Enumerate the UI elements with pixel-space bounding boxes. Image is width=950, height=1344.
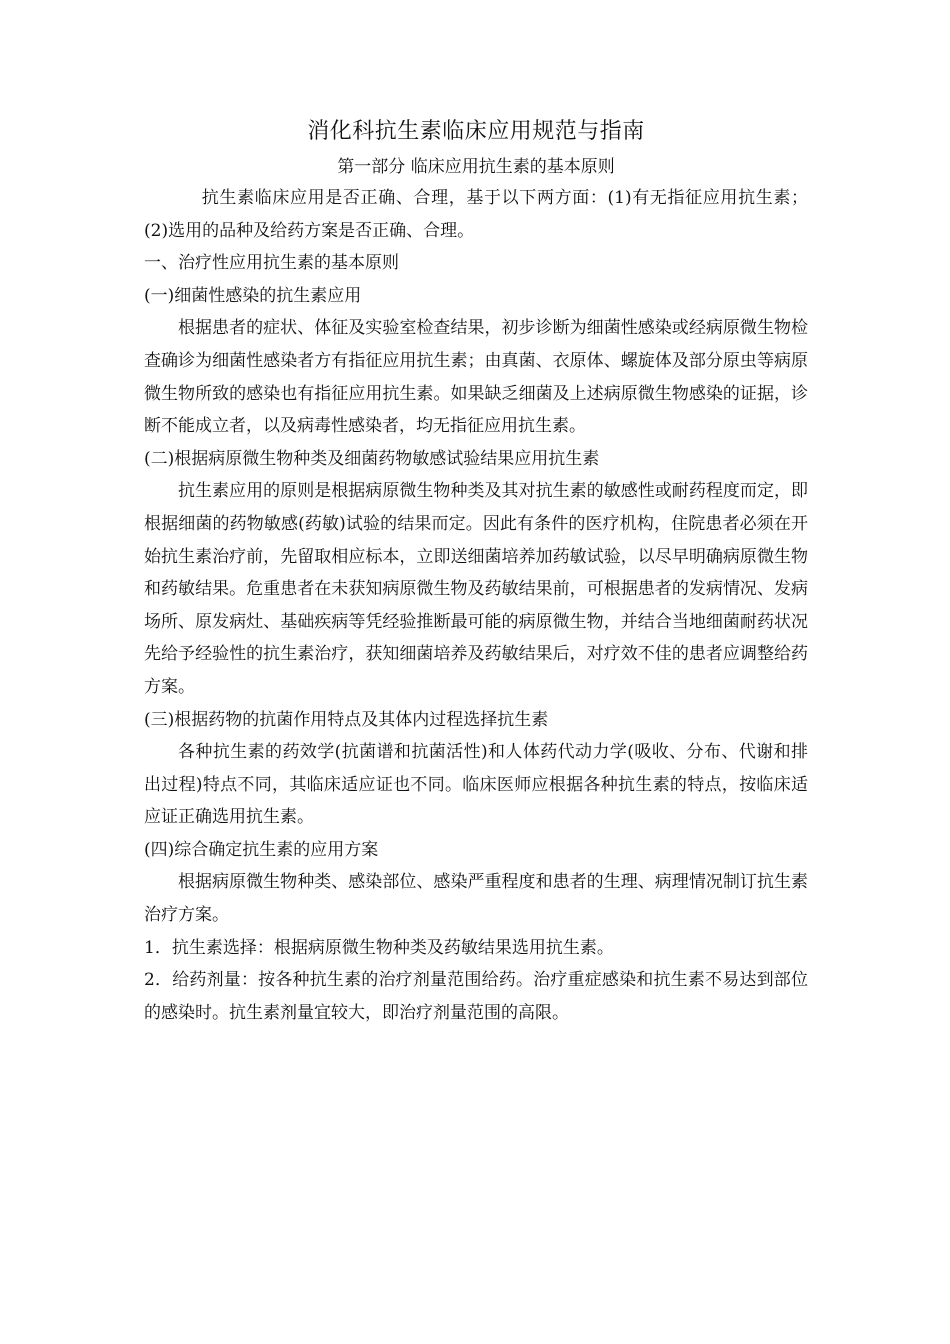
subsection-heading-2: (二)根据病原微生物种类及细菌药物敏感试验结果应用抗生素	[144, 448, 600, 469]
subsection-body-4: 根据病原微生物种类、感染部位、感染严重程度和患者的生理、病理情况制订抗生素治疗方案。	[144, 872, 808, 926]
document-page	[144, 112, 808, 1029]
document-title: 消化科抗生素临床应用规范与指南	[307, 119, 645, 144]
subsection-body-1: 根据患者的症状、体征及实验室检查结果，初步诊断为细菌性感染或经病原微生物检查确诊为细菌性感染者方有指征应用抗生素；由真菌、衣原体、螺旋体及部分原虫等病原微生物所致的感染也有指征应用抗生素。如果缺乏细菌及上述病原微生物感染的证据，诊断不能成立者，以及病毒性感染者，均无指征应用抗生素。	[144, 318, 808, 437]
subsection-heading-1: (一)细菌性感染的抗生素应用	[144, 285, 362, 306]
subsection-body-3: 各种抗生素的药效学(抗菌谱和抗菌活性)和人体药代动力学(吸收、分布、代谢和排出过程)特点不同，其临床适应证也不同。临床医师应根据各种抗生素的特点，按临床适应证正确选用抗生素。	[144, 742, 808, 828]
subsection-heading-4: (四)综合确定抗生素的应用方案	[144, 839, 379, 860]
list-item-1: 1．抗生素选择：根据病原微生物种类及药敏结果选用抗生素。	[144, 937, 614, 958]
intro-paragraph: 抗生素临床应用是否正确、合理，基于以下两方面：(1)有无指征应用抗生素；(2)选用的品种及给药方案是否正确、合理。	[144, 188, 808, 241]
subsection-body-2: 抗生素应用的原则是根据病原微生物种类及其对抗生素的敏感性或耐药程度而定，即根据细菌的药物敏感(药敏)试验的结果而定。因此有条件的医疗机构，住院患者必须在开始抗生素治疗前，先留取相应标本，立即送细菌培养加药敏试验，以尽早明确病原微生物和药敏结果。危重患者在未获知病原微生物及药敏结果前，可根据患者的发病情况、发病场所、原发病灶、基础疾病等凭经验推断最可能的病原微生物，并结合当地细菌耐药状况先给予经验性的抗生素治疗，获知细菌培养及药敏结果后，对疗效不佳的患者应调整给药方案。	[144, 481, 808, 697]
section-heading-1: 一、治疗性应用抗生素的基本原则	[144, 253, 399, 274]
subsection-heading-3: (三)根据药物的抗菌作用特点及其体内过程选择抗生素	[144, 709, 549, 730]
document-subtitle: 第一部分 临床应用抗生素的基本原则	[337, 157, 615, 177]
list-item-2: 2．给药剂量：按各种抗生素的治疗剂量范围给药。治疗重症感染和抗生素不易达到部位的感染时。抗生素剂量宜较大，即治疗剂量范围的高限。	[144, 970, 808, 1023]
